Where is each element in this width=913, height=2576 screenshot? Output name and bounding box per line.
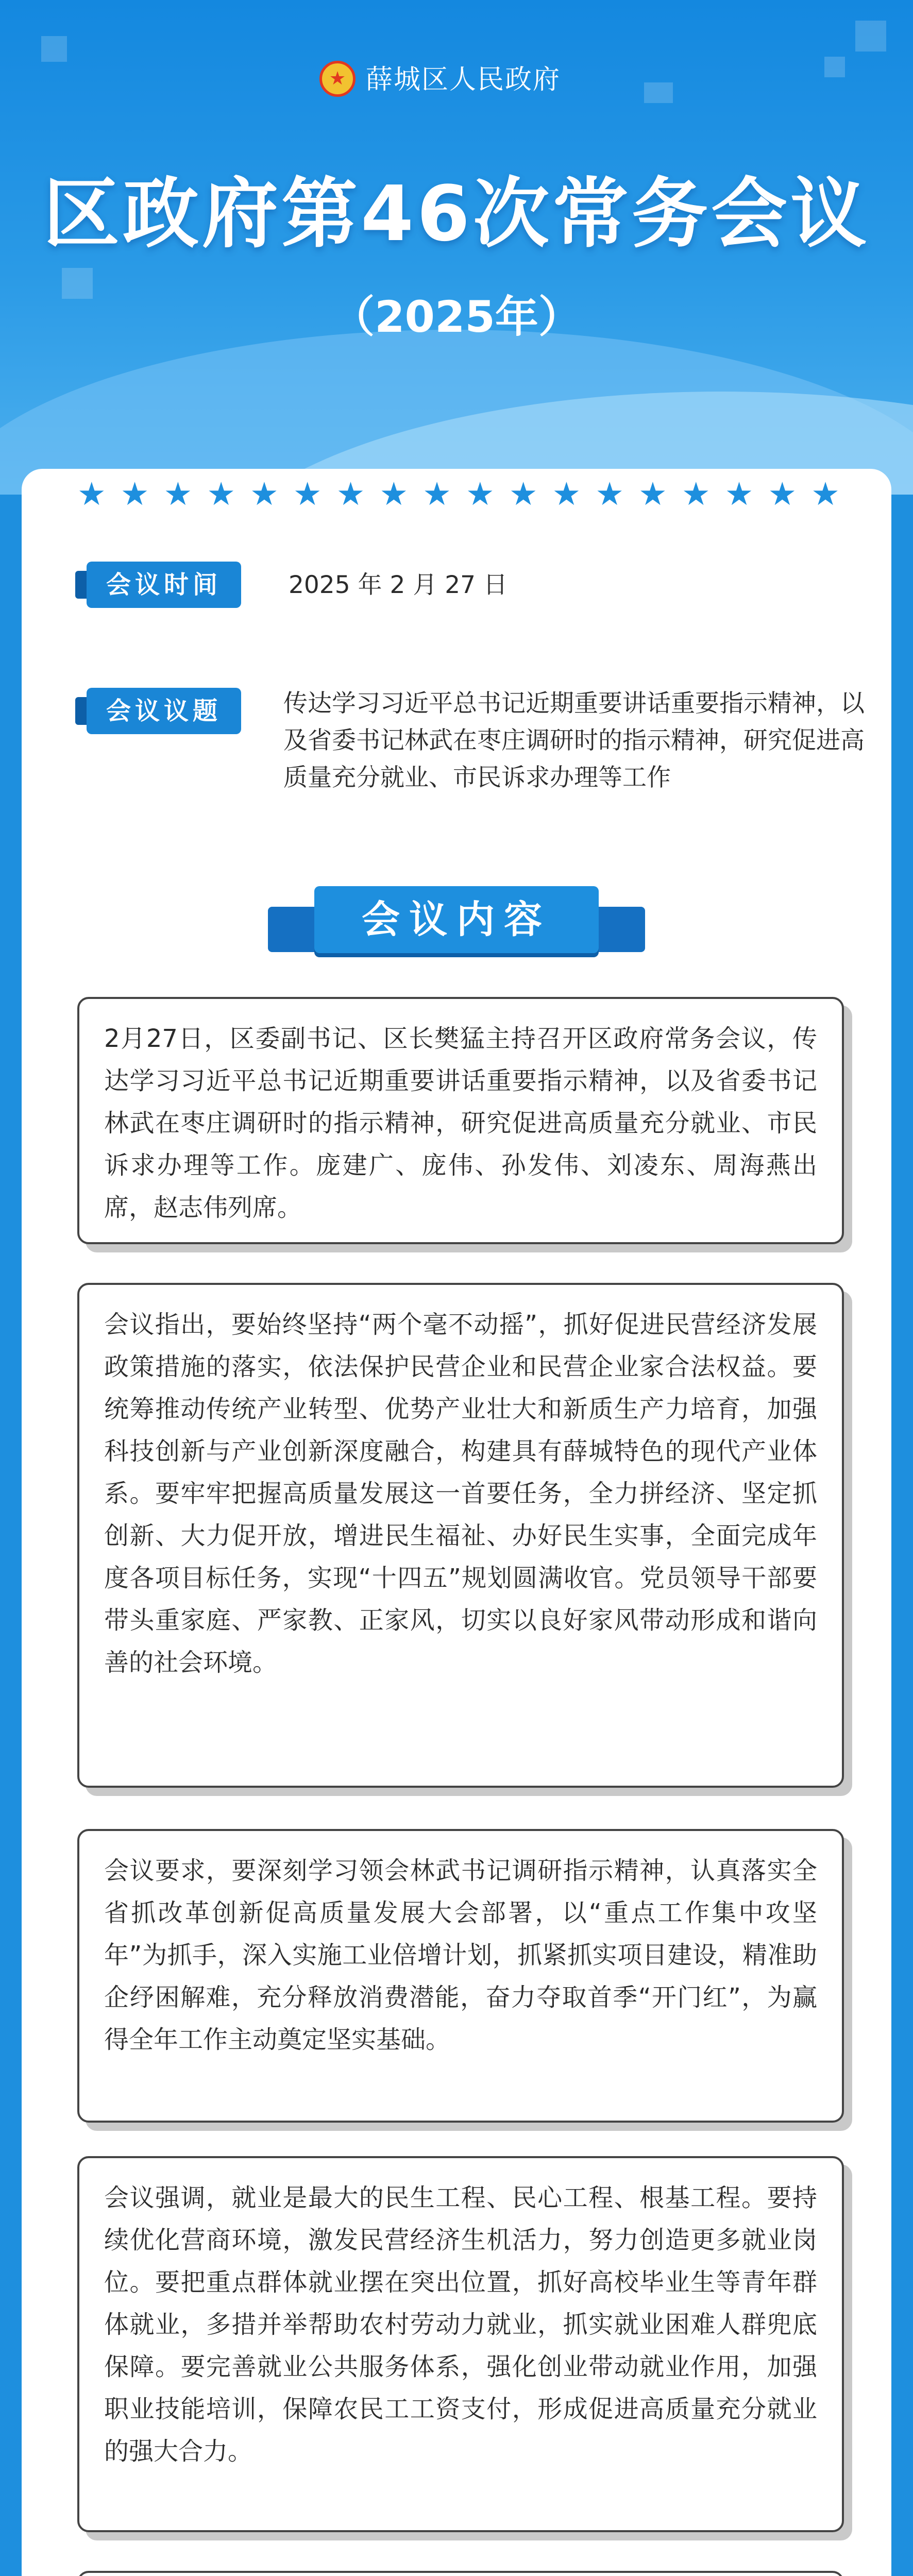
star-icon: ★	[336, 474, 365, 513]
star-icon: ★	[207, 474, 235, 513]
content-paragraph: 会议强调，就业是最大的民生工程、民心工程、根基工程。要持续优化营商环境，激发民营经济生机活力，努力创造更多就业岗位。要把重点群体就业摆在突出位置，抓好高校毕业生等青年群体就业，多措并举帮助农村劳动力就业，抓实就业困难人群兜底保障。要完善就业公共服务体系，强化创业带动就业作用，加强职业技能培训，保障农民工工资支付，形成促进高质量充分就业的强大合力。	[104, 2183, 817, 2466]
header-banner	[0, 0, 913, 495]
star-icon: ★	[768, 474, 797, 513]
star-icon: ★	[293, 474, 322, 513]
decorative-block	[41, 36, 67, 62]
star-icon: ★	[163, 474, 193, 513]
section-header-title: 会议内容	[314, 886, 599, 953]
star-icon: ★	[681, 474, 711, 513]
star-icon: ★	[552, 474, 581, 513]
content-paragraph: 2月27日，区委副书记、区长樊猛主持召开区政府常务会议，传达学习习近平总书记近期重要讲话重要指示精神，以及省委书记林武在枣庄调研时的指示精神，研究促进高质量充分就业、市民诉求办理等工作。庞建广、庞伟、孙发伟、刘凌东、周海燕出席，赵志伟列席。	[104, 1024, 817, 1222]
government-name: 薛城区人民政府	[366, 64, 561, 95]
section-header-content	[268, 881, 645, 969]
star-icon: ★	[509, 474, 538, 513]
star-icon: ★	[422, 474, 451, 513]
star-icon: ★	[811, 474, 840, 513]
star-icon: ★	[638, 474, 667, 513]
content-card	[77, 2156, 844, 2532]
star-icon: ★	[724, 474, 754, 513]
content-card	[77, 1829, 844, 2123]
meeting-topic-value: 传达学习习近平总书记近期重要讲话重要指示精神，以及省委书记林武在枣庄调研时的指示精神，研究促进高质量充分就业、市民诉求办理等工作	[283, 689, 865, 792]
star-divider	[77, 473, 840, 514]
star-icon: ★	[466, 474, 495, 513]
content-card	[77, 997, 844, 1244]
meeting-topic-label: 会议议题	[87, 688, 241, 734]
decorative-block	[855, 21, 886, 52]
meeting-time-value: 2025 年 2 月 27 日	[289, 571, 508, 599]
decorative-block	[644, 82, 673, 103]
star-icon: ★	[77, 474, 106, 513]
star-icon: ★	[595, 474, 624, 513]
star-icon: ★	[250, 474, 279, 513]
content-card	[77, 1283, 844, 1788]
content-card	[77, 2571, 844, 2576]
star-icon: ★	[379, 474, 409, 513]
meeting-time-label: 会议时间	[87, 562, 241, 608]
page-title: 区政府第46次常务会议	[43, 170, 870, 258]
content-paragraph: 会议要求，要深刻学习领会林武书记调研指示精神，认真落实全省抓改革创新促高质量发展大会部署，以“重点工作集中攻坚年”为抓手，深入实施工业倍增计划，抓紧抓实项目建设，精准助企纾困解难，充分释放消费潜能，奋力夺取首季“开门红”，为赢得全年工作主动奠定坚实基础。	[104, 1856, 817, 2054]
decorative-block	[824, 57, 845, 77]
content-paragraph: 会议指出，要始终坚持“两个毫不动摇”，抓好促进民营经济发展政策措施的落实，依法保护民营企业和民营企业家合法权益。要统筹推动传统产业转型、优势产业壮大和新质生产力培育，加强科技创新与产业创新深度融合，构建具有薛城特色的现代产业体系。要牢牢把握高质量发展这一首要任务，全力拼经济、坚定抓创新、大力促开放，增进民生福祉、办好民生实事，全面完成年度各项目标任务，实现“十四五”规划圆满收官。党员领导干部要带头重家庭、严家教、正家风，切实以良好家风带动形成和谐向善的社会环境。	[104, 1310, 817, 1677]
national-emblem-icon	[319, 61, 356, 97]
star-icon: ★	[120, 474, 149, 513]
page-subtitle-year: （2025年）	[331, 292, 582, 342]
